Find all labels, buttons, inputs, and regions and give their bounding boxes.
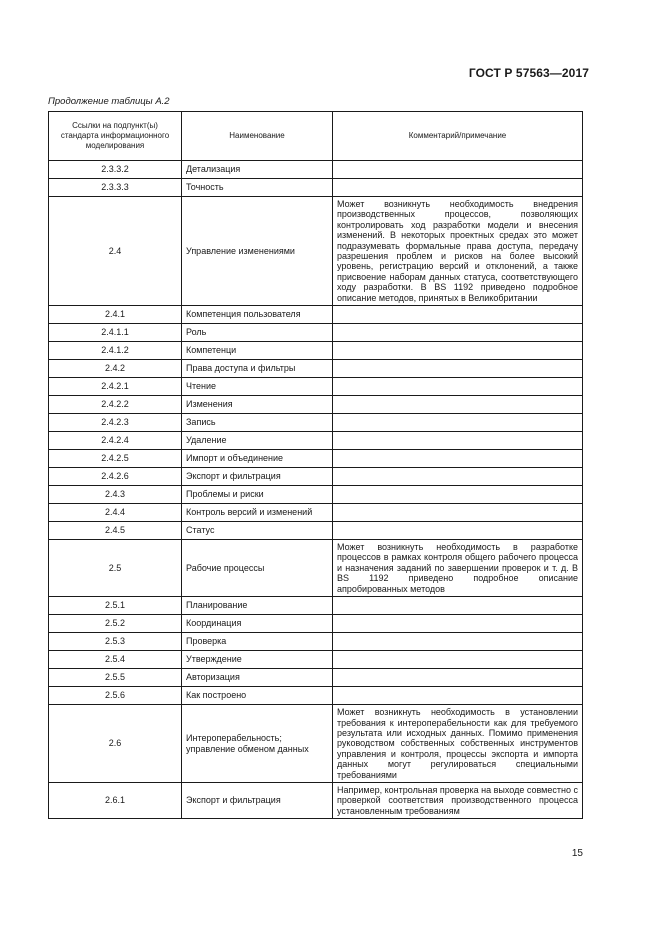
row-comment-cell: [333, 306, 583, 324]
table-row: [49, 633, 583, 651]
table-row: [49, 705, 583, 783]
row-name-cell: Авторизация: [182, 669, 333, 687]
row-name-cell: Контроль версий и изменений: [182, 504, 333, 522]
row-comment-cell: Может возникнуть необходимость в разработке процессов в рамках контроля общего рабочего процесса и назначения заданий по завершении проверок и т. д. В BS 1192 приведено подробное описание апробированных методов: [333, 540, 583, 597]
row-comment-cell: [333, 486, 583, 504]
row-name-cell: Точность: [182, 179, 333, 197]
table-row: [49, 504, 583, 522]
row-comment-cell: [333, 414, 583, 432]
row-name-cell: Экспорт и фильтрация: [182, 782, 333, 818]
row-ref-cell: 2.4.2.5: [49, 450, 182, 468]
table-row: [49, 179, 583, 197]
page-number: 15: [571, 848, 583, 859]
table-row: [49, 161, 583, 179]
row-name-cell: Статус: [182, 522, 333, 540]
table-caption: Продолжение таблицы А.2: [48, 96, 170, 107]
row-comment-cell: [333, 522, 583, 540]
row-ref-cell: 2.4: [49, 197, 182, 306]
row-ref-cell: 2.5.4: [49, 651, 182, 669]
row-comment-cell: [333, 651, 583, 669]
table-header-row: [49, 112, 583, 161]
row-comment-cell: [333, 669, 583, 687]
table-row: [49, 450, 583, 468]
row-comment-cell: [333, 161, 583, 179]
row-ref-cell: 2.6: [49, 705, 182, 783]
row-comment-cell: [333, 396, 583, 414]
row-ref-cell: 2.4.2.1: [49, 378, 182, 396]
row-comment-cell: [333, 360, 583, 378]
row-name-cell: Детализация: [182, 161, 333, 179]
row-ref-cell: 2.4.2.6: [49, 468, 182, 486]
row-ref-cell: 2.4.4: [49, 504, 182, 522]
column-header-comment: Комментарий/примечание: [333, 112, 583, 161]
table-row: [49, 306, 583, 324]
row-comment-cell: [333, 504, 583, 522]
row-comment-cell: Может возникнуть необходимость внедрения производственных процессов, позволяющих контролировать ход разработки модели и внесения изменений. В некоторых проектных средах это может подразумевать формальные права доступа, передачу разрешения проблем и рисков на более высокий уровень, регистрацию версий и отклонений, а также присвоение наборам данных статуса, соответствующего ходу разработки. В BS 1192 приведено подробное описание методов, принятых в Великобритании: [333, 197, 583, 306]
table-row: [49, 782, 583, 818]
row-name-cell: Интероперабельность; управление обменом данных: [182, 705, 333, 783]
row-ref-cell: 2.5.3: [49, 633, 182, 651]
row-ref-cell: 2.4.2: [49, 360, 182, 378]
row-comment-cell: [333, 597, 583, 615]
row-comment-cell: [333, 615, 583, 633]
document-standard-number: ГОСТ Р 57563—2017: [468, 66, 589, 80]
table-row: [49, 669, 583, 687]
table-row: [49, 597, 583, 615]
table-row: [49, 540, 583, 597]
row-comment-cell: [333, 324, 583, 342]
row-ref-cell: 2.4.2.4: [49, 432, 182, 450]
table-row: [49, 396, 583, 414]
row-ref-cell: 2.5.2: [49, 615, 182, 633]
row-ref-cell: 2.6.1: [49, 782, 182, 818]
row-ref-cell: 2.4.2.2: [49, 396, 182, 414]
table-row: [49, 522, 583, 540]
row-name-cell: Управление изменениями: [182, 197, 333, 306]
row-ref-cell: 2.3.3.3: [49, 179, 182, 197]
requirements-table: [48, 111, 583, 819]
table-row: [49, 651, 583, 669]
row-name-cell: Роль: [182, 324, 333, 342]
row-name-cell: Изменения: [182, 396, 333, 414]
row-ref-cell: 2.4.1.2: [49, 342, 182, 360]
row-name-cell: Запись: [182, 414, 333, 432]
row-comment-cell: [333, 179, 583, 197]
row-name-cell: Экспорт и фильтрация: [182, 468, 333, 486]
row-name-cell: Планирование: [182, 597, 333, 615]
column-header-ref: Ссылки на подпункт(ы) стандарта информационного моделирования: [49, 112, 182, 161]
row-comment-cell: Может возникнуть необходимость в установлении требования к интероперабельности как для требуемого результата или исходных данных. Помимо применения руководством собственных собственных инструментов управления и контроля, процессы экспорта и импорта данных могут регулироваться специальными требованиями: [333, 705, 583, 783]
table-row: [49, 486, 583, 504]
row-name-cell: Рабочие процессы: [182, 540, 333, 597]
table-row: [49, 468, 583, 486]
row-name-cell: Координация: [182, 615, 333, 633]
row-ref-cell: 2.4.3: [49, 486, 182, 504]
row-ref-cell: 2.4.5: [49, 522, 182, 540]
row-name-cell: Проверка: [182, 633, 333, 651]
row-name-cell: Как построено: [182, 687, 333, 705]
row-name-cell: Утверждение: [182, 651, 333, 669]
row-ref-cell: 2.5.6: [49, 687, 182, 705]
row-comment-cell: Например, контрольная проверка на выходе совместно с проверкой соответствия производственного процесса установленным требованиям: [333, 782, 583, 818]
table-row: [49, 197, 583, 306]
row-ref-cell: 2.5.1: [49, 597, 182, 615]
row-name-cell: Удаление: [182, 432, 333, 450]
table-row: [49, 432, 583, 450]
table-row: [49, 615, 583, 633]
row-comment-cell: [333, 450, 583, 468]
row-comment-cell: [333, 342, 583, 360]
row-ref-cell: 2.4.1.1: [49, 324, 182, 342]
row-ref-cell: 2.3.3.2: [49, 161, 182, 179]
row-ref-cell: 2.5.5: [49, 669, 182, 687]
row-name-cell: Импорт и объединение: [182, 450, 333, 468]
table-row: [49, 414, 583, 432]
row-comment-cell: [333, 378, 583, 396]
row-name-cell: Компетенция пользователя: [182, 306, 333, 324]
table-row: [49, 687, 583, 705]
row-comment-cell: [333, 468, 583, 486]
row-name-cell: Компетенци: [182, 342, 333, 360]
row-comment-cell: [333, 432, 583, 450]
table-row: [49, 342, 583, 360]
row-ref-cell: 2.4.1: [49, 306, 182, 324]
table-row: [49, 378, 583, 396]
row-name-cell: Права доступа и фильтры: [182, 360, 333, 378]
column-header-name: Наименование: [182, 112, 333, 161]
row-name-cell: Проблемы и риски: [182, 486, 333, 504]
table-row: [49, 360, 583, 378]
row-comment-cell: [333, 633, 583, 651]
row-name-cell: Чтение: [182, 378, 333, 396]
row-ref-cell: 2.4.2.3: [49, 414, 182, 432]
row-ref-cell: 2.5: [49, 540, 182, 597]
row-comment-cell: [333, 687, 583, 705]
table-row: [49, 324, 583, 342]
